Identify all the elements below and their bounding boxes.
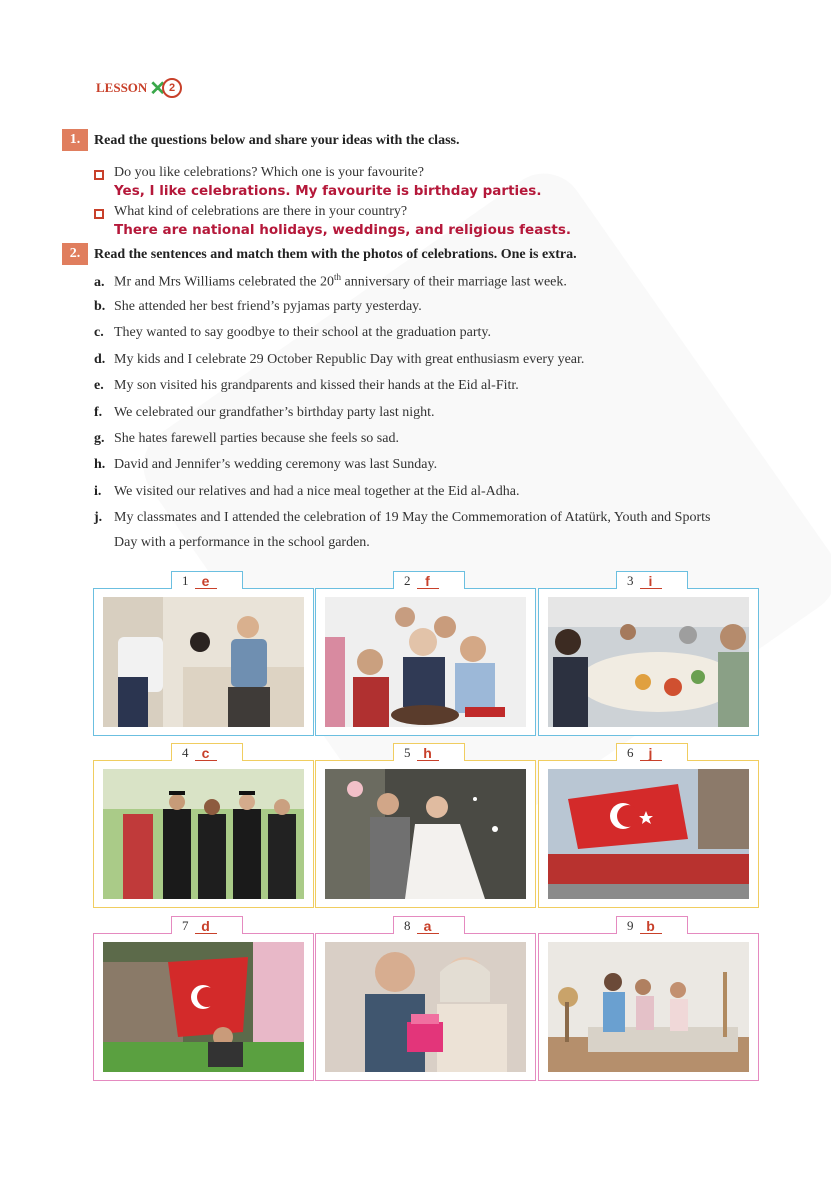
photo-answer: a	[417, 919, 439, 934]
photo-answer: f	[417, 574, 439, 589]
task1-title: Read the questions below and share your ideas with the class.	[94, 133, 460, 148]
photo-tab	[616, 571, 688, 589]
sentence-text: My classmates and I attended the celebration of 19 May the Commemoration of Atatürk, Youth and Sports	[114, 510, 711, 525]
sentence-i	[94, 484, 520, 500]
photo-number: 5	[404, 745, 411, 760]
photo-tab	[171, 571, 243, 589]
sentence-c	[94, 325, 491, 341]
lesson-number: 2	[162, 78, 182, 98]
photo-answer: d	[195, 919, 217, 934]
photo-grandfather-birthday	[325, 597, 526, 727]
photo-tab	[393, 916, 465, 934]
sentence-text: We celebrated our grandfather’s birthday party last night.	[114, 405, 435, 420]
sentence-letter: j.	[94, 510, 103, 525]
photo-card-3	[538, 573, 759, 736]
sentence-text: Mr and Mrs Williams celebrated the 20	[114, 274, 335, 290]
photo-number: 3	[627, 573, 634, 588]
sentence-h	[94, 457, 437, 473]
sentence-sup: th	[334, 272, 342, 282]
sentence-letter: h.	[94, 457, 106, 472]
photo-card-7	[93, 918, 314, 1081]
sentence-j	[94, 510, 710, 526]
sentence-letter: i.	[94, 484, 102, 499]
sentence-letter: b.	[94, 299, 106, 314]
sentence-letter: a.	[94, 274, 105, 290]
photo-number: 2	[404, 573, 411, 588]
photo-number: 9	[627, 918, 634, 933]
sentence-text: She attended her best friend’s pyjamas party yesterday.	[114, 299, 422, 314]
photo-tab	[616, 743, 688, 761]
sentence-text: My kids and I celebrate 29 October Republic Day with great enthusiasm every year.	[114, 352, 585, 367]
sentence-text: They wanted to say goodbye to their school at the graduation party.	[114, 325, 491, 340]
photo-number: 6	[627, 745, 634, 760]
photo-republic-day-flag	[103, 942, 304, 1072]
sentence-text: My son visited his grandparents and kissed their hands at the Eid al-Fitr.	[114, 378, 519, 393]
task2-title: Read the sentences and match them with the photos of celebrations. One is extra.	[94, 247, 577, 262]
answer-2: There are national holidays, weddings, and religious feasts.	[114, 222, 571, 238]
photo-anniversary-gift	[325, 942, 526, 1072]
photo-card-6	[538, 745, 759, 908]
sentence-g	[94, 431, 399, 447]
question-2: What kind of celebrations are there in your country?	[114, 204, 408, 219]
photo-number: 8	[404, 918, 411, 933]
answer-1: Yes, I like celebrations. My favourite is birthday parties.	[114, 183, 542, 199]
task2-number: 2.	[62, 243, 88, 265]
bullet-icon	[94, 209, 104, 219]
photo-tab	[393, 743, 465, 761]
photo-answer: i	[640, 574, 662, 589]
bullet-icon	[94, 170, 104, 180]
question-1: Do you like celebrations? Which one is your favourite?	[114, 165, 424, 180]
sentence-letter: e.	[94, 378, 104, 393]
photo-card-2	[315, 573, 536, 736]
photo-number: 7	[182, 918, 189, 933]
sentence-text: She hates farewell parties because she feels so sad.	[114, 431, 399, 446]
sentence-text: David and Jennifer’s wedding ceremony was last Sunday.	[114, 457, 438, 472]
sentence-j-cont: Day with a performance in the school garden.	[114, 535, 370, 550]
sentence-text: We visited our relatives and had a nice meal together at the Eid al-Adha.	[114, 484, 520, 499]
photo-graduation	[103, 769, 304, 899]
photo-pyjamas-party	[548, 942, 749, 1072]
lesson-logo-icon: ✕	[149, 77, 165, 100]
sentence-text: anniversary of their marriage last week.	[341, 274, 567, 290]
sentence-f	[94, 405, 435, 421]
photo-tab	[171, 743, 243, 761]
photo-tab	[616, 916, 688, 934]
sentence-letter: f.	[94, 405, 103, 420]
sentence-d	[94, 352, 584, 368]
lesson-header	[96, 76, 182, 100]
photo-number: 4	[182, 745, 189, 760]
photo-answer: b	[640, 919, 662, 934]
sentence-b	[94, 299, 422, 315]
sentence-e	[94, 378, 519, 394]
photo-19-may-parade	[548, 769, 749, 899]
sentence-letter: c.	[94, 325, 104, 340]
sentence-letter: g.	[94, 431, 105, 446]
photo-answer: c	[195, 746, 217, 761]
photo-wedding	[325, 769, 526, 899]
photo-answer: h	[417, 746, 439, 761]
photo-tab	[393, 571, 465, 589]
photo-number: 1	[182, 573, 189, 588]
photo-answer: e	[195, 574, 217, 589]
photo-eid-hand-kiss	[103, 597, 304, 727]
photo-card-8	[315, 918, 536, 1081]
photo-answer: j	[640, 746, 662, 761]
photo-family-meal	[548, 597, 749, 727]
photo-tab	[171, 916, 243, 934]
task1-number: 1.	[62, 129, 88, 151]
sentence-a	[94, 272, 567, 291]
photo-card-5	[315, 745, 536, 908]
photo-card-9	[538, 918, 759, 1081]
sentence-letter: d.	[94, 352, 106, 367]
photo-card-1	[93, 573, 314, 736]
lesson-label: LESSON	[96, 80, 148, 95]
photo-card-4	[93, 745, 314, 908]
